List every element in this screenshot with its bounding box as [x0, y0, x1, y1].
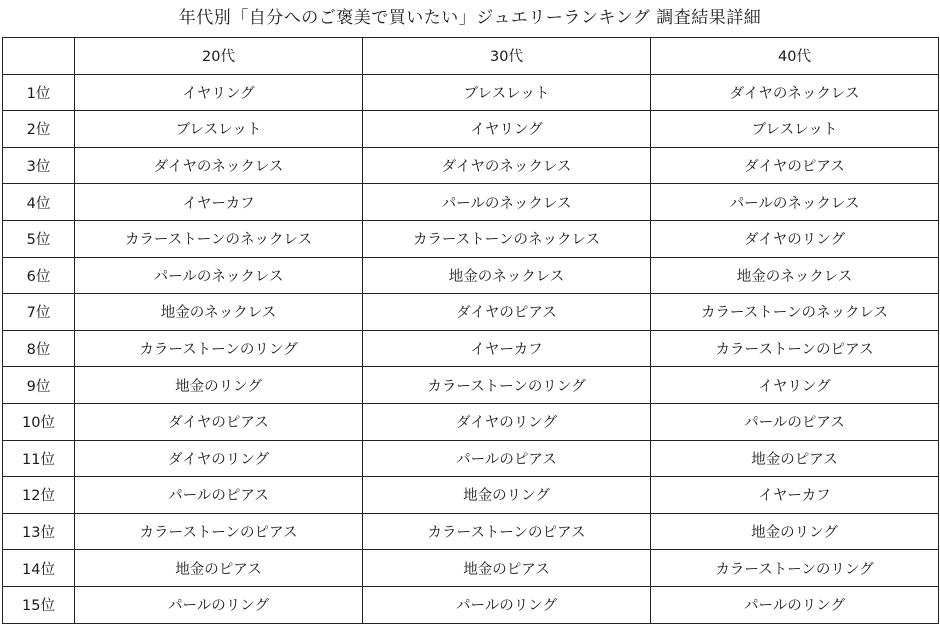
- table-row: [3, 477, 939, 514]
- rank-cell: 14位: [3, 550, 75, 587]
- cell-20s: パールのリング: [75, 586, 363, 623]
- cell-20s: ダイヤのネックレス: [75, 147, 363, 184]
- rank-cell: 2位: [3, 111, 75, 148]
- cell-20s: 地金のピアス: [75, 550, 363, 587]
- cell-20s: カラーストーンのリング: [75, 330, 363, 367]
- cell-20s: イヤリング: [75, 74, 363, 111]
- cell-20s: ダイヤのピアス: [75, 403, 363, 440]
- cell-40s: ダイヤのピアス: [651, 147, 939, 184]
- table-row: [3, 257, 939, 294]
- cell-40s: イヤリング: [651, 367, 939, 404]
- cell-30s: 地金のネックレス: [363, 257, 651, 294]
- cell-20s: ダイヤのリング: [75, 440, 363, 477]
- cell-40s: カラーストーンのピアス: [651, 330, 939, 367]
- page-title: 年代別「自分へのご褒美で買いたい」ジュエリーランキング 調査結果詳細: [178, 8, 762, 28]
- table-row: [3, 513, 939, 550]
- cell-20s: 地金のネックレス: [75, 294, 363, 331]
- rank-cell: 12位: [3, 477, 75, 514]
- rank-cell: 7位: [3, 294, 75, 331]
- rank-cell: 3位: [3, 147, 75, 184]
- table-row: [3, 440, 939, 477]
- table-row: [3, 294, 939, 331]
- cell-40s: パールのピアス: [651, 403, 939, 440]
- cell-30s: ダイヤのネックレス: [363, 147, 651, 184]
- column-header-30s: 30代: [363, 38, 651, 75]
- table-row: [3, 111, 939, 148]
- table-row: [3, 147, 939, 184]
- rank-cell: 13位: [3, 513, 75, 550]
- table-row: [3, 586, 939, 623]
- cell-40s: カラーストーンのネックレス: [651, 294, 939, 331]
- cell-20s: カラーストーンのネックレス: [75, 220, 363, 257]
- cell-30s: イヤーカフ: [363, 330, 651, 367]
- cell-40s: 地金のリング: [651, 513, 939, 550]
- cell-40s: ダイヤのネックレス: [651, 74, 939, 111]
- column-header-20s: 20代: [75, 38, 363, 75]
- rank-cell: 6位: [3, 257, 75, 294]
- cell-30s: ダイヤのリング: [363, 403, 651, 440]
- cell-40s: イヤーカフ: [651, 477, 939, 514]
- cell-30s: パールのネックレス: [363, 184, 651, 221]
- cell-20s: 地金のリング: [75, 367, 363, 404]
- ranking-body: [3, 74, 939, 623]
- rank-cell: 1位: [3, 74, 75, 111]
- cell-30s: パールのピアス: [363, 440, 651, 477]
- cell-30s: パールのリング: [363, 586, 651, 623]
- cell-40s: 地金のピアス: [651, 440, 939, 477]
- cell-30s: カラーストーンのピアス: [363, 513, 651, 550]
- column-header-40s: 40代: [651, 38, 939, 75]
- ranking-table: [2, 37, 939, 624]
- rank-cell: 10位: [3, 403, 75, 440]
- cell-30s: ダイヤのピアス: [363, 294, 651, 331]
- cell-40s: パールのネックレス: [651, 184, 939, 221]
- table-row: [3, 367, 939, 404]
- rank-cell: 15位: [3, 586, 75, 623]
- cell-20s: パールのピアス: [75, 477, 363, 514]
- cell-20s: カラーストーンのピアス: [75, 513, 363, 550]
- cell-30s: ブレスレット: [363, 74, 651, 111]
- cell-40s: 地金のネックレス: [651, 257, 939, 294]
- cell-40s: ダイヤのリング: [651, 220, 939, 257]
- table-row: [3, 74, 939, 111]
- rank-cell: 4位: [3, 184, 75, 221]
- cell-30s: イヤリング: [363, 111, 651, 148]
- cell-30s: カラーストーンのリング: [363, 367, 651, 404]
- cell-30s: 地金のリング: [363, 477, 651, 514]
- rank-cell: 5位: [3, 220, 75, 257]
- cell-20s: パールのネックレス: [75, 257, 363, 294]
- rank-cell: 8位: [3, 330, 75, 367]
- table-row: [3, 220, 939, 257]
- cell-40s: ブレスレット: [651, 111, 939, 148]
- rank-cell: 9位: [3, 367, 75, 404]
- corner-cell: [3, 38, 75, 75]
- cell-20s: ブレスレット: [75, 111, 363, 148]
- cell-30s: 地金のピアス: [363, 550, 651, 587]
- table-row: [3, 330, 939, 367]
- header-row: [3, 38, 939, 75]
- table-row: [3, 550, 939, 587]
- table-row: [3, 184, 939, 221]
- cell-30s: カラーストーンのネックレス: [363, 220, 651, 257]
- table-row: [3, 403, 939, 440]
- rank-cell: 11位: [3, 440, 75, 477]
- cell-40s: カラーストーンのリング: [651, 550, 939, 587]
- cell-20s: イヤーカフ: [75, 184, 363, 221]
- cell-40s: パールのリング: [651, 586, 939, 623]
